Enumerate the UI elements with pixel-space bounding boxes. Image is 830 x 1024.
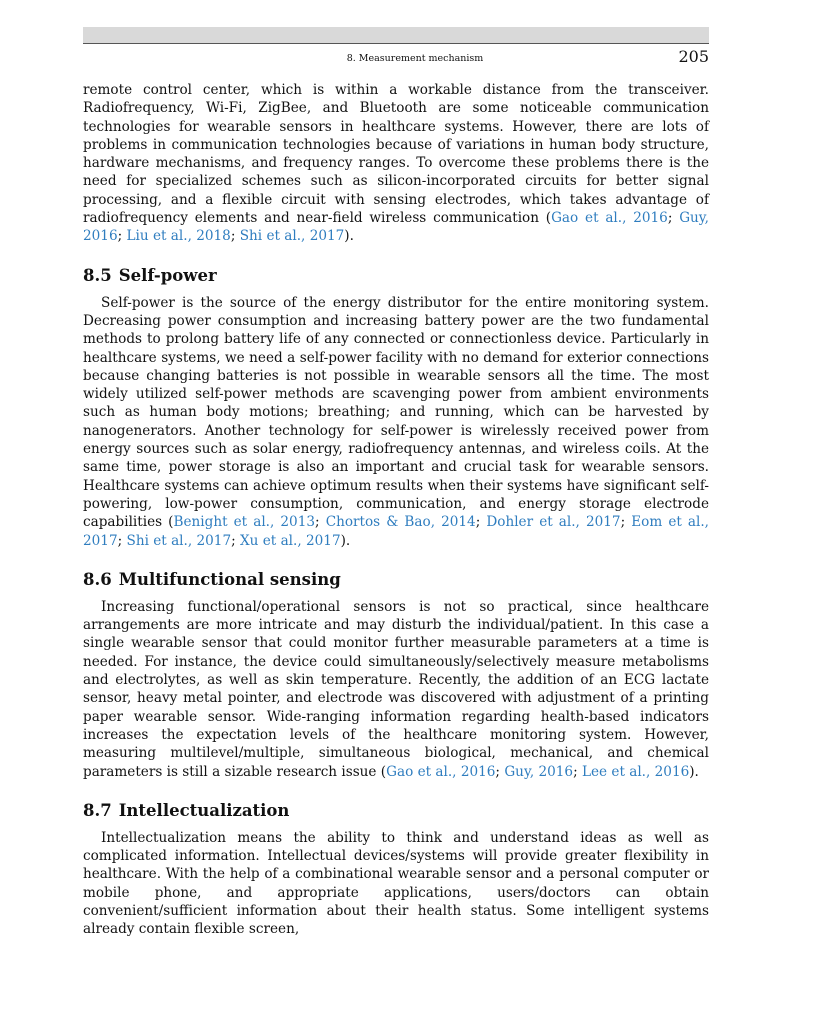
citation-link[interactable]: Dohler et al., 2017 <box>486 514 621 531</box>
running-title: 8. Measurement mechanism <box>346 53 484 64</box>
header-rule <box>83 43 709 44</box>
header-band <box>83 27 709 43</box>
citation-link[interactable]: Guy, 2016 <box>504 763 574 780</box>
citation-link[interactable]: Shi et al., 2017 <box>126 532 232 549</box>
section-paragraph-multifunctional-sensing: Increasing functional/operational sensors is not so practical, since healthcare arrangements are more intricate and may disturb the individual/patient. In this case a single wearable sensor that could monitor further measurable parameters at a time is needed. For instance, the device could simultaneously/selectively measure metabolisms and electrolytes, as well as skin temperature. Recently, the addition of an ECG lactate sensor, heavy metal pointer, and electrode was discovered with adjustment of a printing paper wearable sensor. Wide-ranging information regarding health-based indicators increases the expectation levels of the healthcare monitoring system. However, measuring multilevel/multiple, simultaneous biological, mechanical, and chemical parameters is still a sizable research issue (Gao et al., 2016; Guy, 2016; Lee et al., 2016). <box>83 598 709 780</box>
section-heading-intellectualization: 8.7 Intellectualization <box>83 800 290 820</box>
continuation-paragraph: remote control center, which is within a workable distance from the transceiver. Radiofrequency, Wi-Fi, ZigBee, and Bluetooth are some noticeable communication technologies for wearable sensors in healthcare systems. However, there are lots of problems in communication technologies because of variations in human body structure, hardware mechanisms, and frequency ranges. To overcome these problems there is the need for specialized schemes such as silicon-incorporated circuits for better signal processing, and a flexible circuit with sensing electrodes, which takes advantage of radiofrequency elements and near-field wireless communication (Gao et al., 2016; Guy, 2016; Liu et al., 2018; Shi et al., 2017). <box>83 82 709 245</box>
citation-link[interactable]: Guy, 2016 <box>83 210 709 245</box>
section-paragraph-intellectualization: Intellectualization means the ability to think and understand ideas as well as complicated information. Intellectual devices/systems will provide greater flexibility in healthcare. With the help of a combinational wearable sensor and a personal computer or mobile phone, and appropriate applications, users/doctors can obtain convenient/sufficient information about their health status. Some intelligent systems already contain flexible screen, <box>83 829 709 938</box>
citation-link[interactable]: Chortos & Bao, 2014 <box>325 514 476 531</box>
citation-link[interactable]: Liu et al., 2018 <box>126 228 231 245</box>
page-number: 205 <box>678 47 709 66</box>
citation-link[interactable]: Lee et al., 2016 <box>581 763 690 780</box>
citation-link[interactable]: Xu et al., 2017 <box>240 532 341 549</box>
citation-link[interactable]: Eom et al., 2017 <box>83 514 710 549</box>
citation-link[interactable]: Shi et al., 2017 <box>239 228 345 245</box>
page-body <box>83 81 709 939</box>
citation-link[interactable]: Gao et al., 2016 <box>386 763 496 780</box>
section-heading-multifunctional-sensing: 8.6 Multifunctional sensing <box>83 569 341 589</box>
section-heading-self-power: 8.5 Self-power <box>83 265 217 285</box>
citation-link[interactable]: Benight et al., 2013 <box>173 514 316 531</box>
section-paragraph-self-power: Self-power is the source of the energy distributor for the entire monitoring system. Decreasing power consumption and increasing battery power are the two fundamental methods to prolong battery life of any connected or connectionless device. Particularly in healthcare systems, we need a self-power facility with no demand for exterior connections because changing batteries is not possible in wearable sensors all the time. The most widely utilized self-power methods are scavenging power from ambient environments such as human body motions; breathing; and running, which can be harvested by nanogenerators. Another technology for self-power is wirelessly received power from energy sources such as solar energy, radiofrequency antennas, and wireless coils. At the same time, power storage is also an important and crucial task for wearable sensors. Healthcare systems can achieve optimum results when their systems have significant self-powering, low-power consumption, communication, and energy storage electrode capabilities (Benight et al., 2013; Chortos & Bao, 2014; Dohler et al., 2017; Eom et al., 2017; Shi et al., 2017; Xu et al., 2017). <box>83 294 710 549</box>
citation-link[interactable]: Gao et al., 2016 <box>551 210 668 227</box>
